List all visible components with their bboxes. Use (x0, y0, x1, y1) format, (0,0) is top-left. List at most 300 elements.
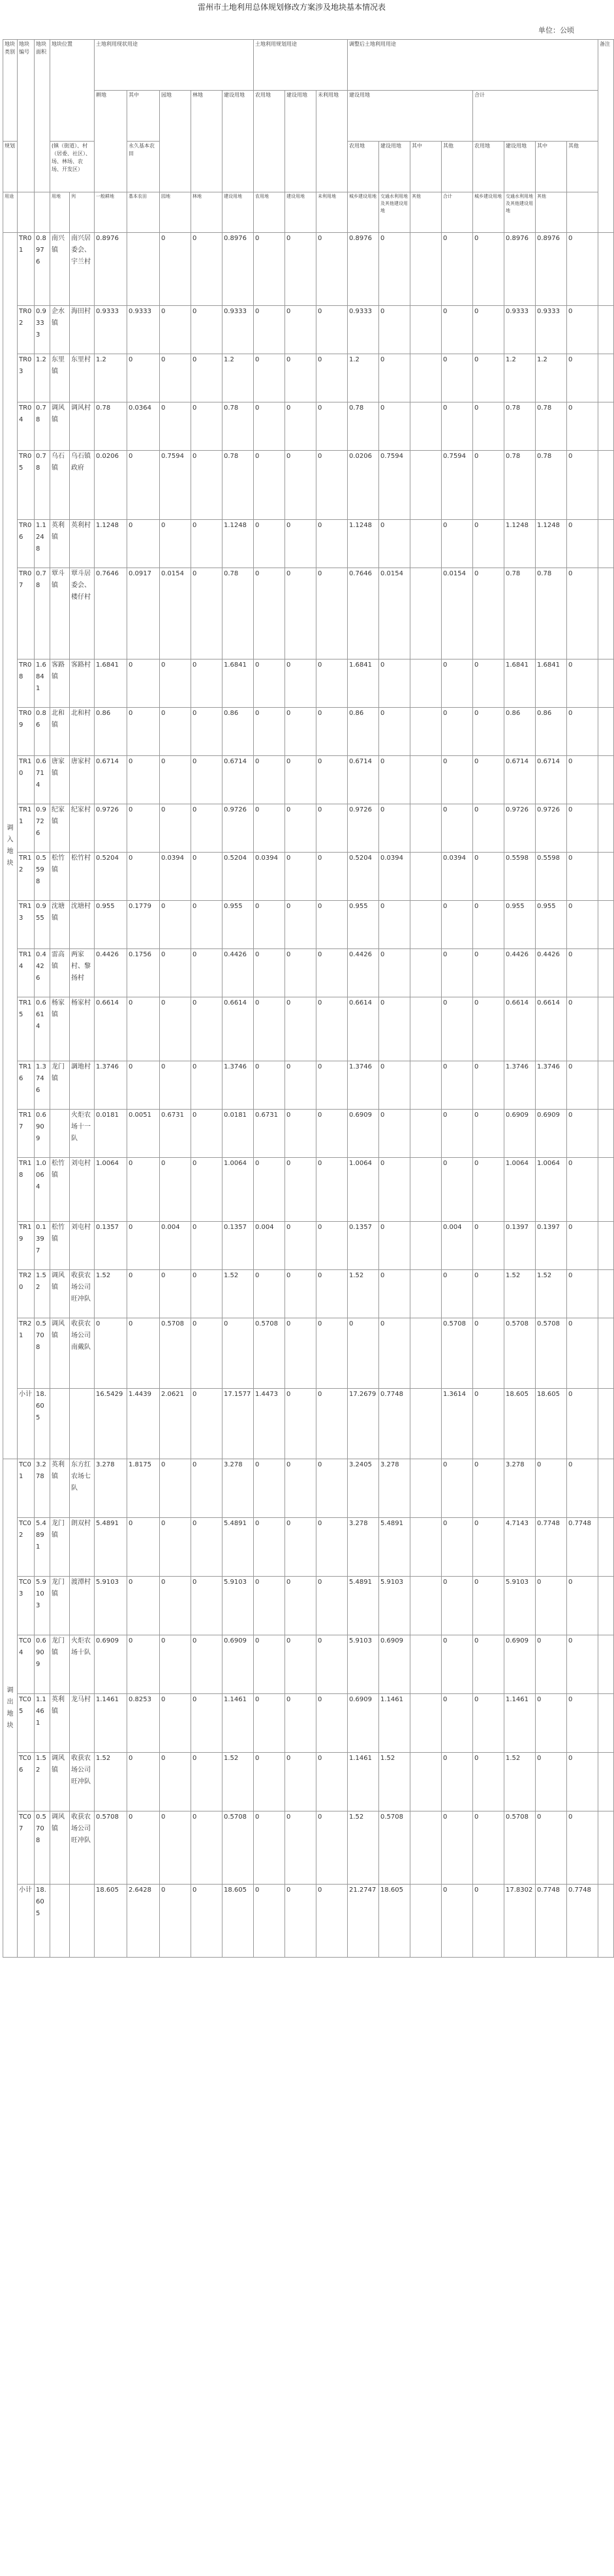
cell-c9: 3.278 (348, 1518, 379, 1577)
cell-village: 英利村 (70, 520, 95, 568)
cell-c10: 3.278 (379, 1459, 410, 1518)
cell-c10: 0 (379, 949, 410, 997)
cell-c8: 0 (316, 1811, 348, 1885)
cell-area: 1.52 (35, 1270, 50, 1318)
cell-area: 1.1248 (35, 520, 50, 568)
cell-c4: 0 (191, 1694, 223, 1753)
cell-c4: 0 (191, 708, 223, 756)
cell-c1: 1.2 (95, 354, 127, 402)
table-row (3, 756, 614, 804)
cell-c14: 1.3746 (504, 1061, 536, 1110)
cell-c11 (410, 1635, 442, 1694)
cell-c3: 0 (160, 756, 191, 804)
cell-c4: 0 (191, 402, 223, 451)
cell-c14: 1.6841 (504, 659, 536, 708)
cell-no: TR14 (18, 949, 35, 997)
cell-c6: 0 (254, 306, 285, 354)
header-village: 列 (70, 192, 95, 233)
cell-c12: 0.5708 (442, 1318, 473, 1389)
cell-c6: 0 (254, 1577, 285, 1635)
cell-c6: 0 (254, 1635, 285, 1694)
table-row (3, 1270, 614, 1318)
cell-c16: 0 (567, 1110, 598, 1158)
cell-c8: 0 (316, 1694, 348, 1753)
cell-c16: 0 (567, 804, 598, 853)
cell-c8: 0 (316, 997, 348, 1061)
cell-c8: 0 (316, 901, 348, 949)
cell-c11 (410, 853, 442, 901)
cell-c10: 0 (379, 1270, 410, 1318)
cell-c2: 0 (127, 1061, 160, 1110)
cell-c15: 0.6714 (536, 756, 567, 804)
cell-c13: 0 (473, 804, 504, 853)
cell-loc: 覃斗镇 (50, 568, 70, 659)
cell-c3: 0 (160, 1061, 191, 1110)
header-garden: 园地 (160, 91, 191, 192)
cell-loc (50, 1110, 70, 1158)
cell-c7: 0 (285, 949, 316, 997)
cell-c7: 0 (285, 1753, 316, 1811)
cell-c8: 0 (316, 1518, 348, 1577)
cell-c4: 0 (191, 1577, 223, 1635)
cell-no: TR20 (18, 1270, 35, 1318)
cell-c1: 5.4891 (95, 1518, 127, 1577)
cell-c9: 0.86 (348, 708, 379, 756)
cell-c17 (598, 1110, 614, 1158)
cell-c17 (598, 1158, 614, 1222)
cell-c7: 0 (285, 306, 316, 354)
cell-c15: 0.78 (536, 402, 567, 451)
cell-c14: 0.5708 (504, 1811, 536, 1885)
cell-c14: 0.6909 (504, 1635, 536, 1694)
cell-c8: 0 (316, 1270, 348, 1318)
cell-c14: 0.5598 (504, 853, 536, 901)
cell-c9: 1.1461 (348, 1753, 379, 1811)
cell-c10: 0 (379, 520, 410, 568)
cell-c8: 0 (316, 1061, 348, 1110)
cell-area: 0.6614 (35, 997, 50, 1061)
cell-no: TR18 (18, 1158, 35, 1222)
cell-c9: 0.6909 (348, 1110, 379, 1158)
cell-c13: 0 (473, 1158, 504, 1222)
cell-c4: 0 (191, 949, 223, 997)
cell-c3: 0 (160, 520, 191, 568)
cell-c12: 0 (442, 233, 473, 306)
cell-c9: 0.955 (348, 901, 379, 949)
cell-c8: 0 (316, 1753, 348, 1811)
cell-c2: 0.1756 (127, 949, 160, 997)
cell-c17 (598, 233, 614, 306)
header-after-adjust: 调整后土地利用用途 (348, 40, 598, 91)
cell-c1: 0.0206 (95, 451, 127, 520)
subtotal-c4: 0 (191, 1885, 223, 1958)
cell-c5: 1.2 (223, 354, 254, 402)
cell-c8: 0 (316, 1222, 348, 1270)
cell-c7: 0 (285, 1222, 316, 1270)
header-current-use: 土地利用现状用途 (95, 40, 254, 91)
header-permanent-basic: 永久基本农田 (127, 142, 160, 192)
table-row (3, 354, 614, 402)
cell-c9: 0.9726 (348, 804, 379, 853)
subtotal-c11 (410, 1389, 442, 1459)
subtotal-c16: 0.7748 (567, 1885, 598, 1958)
cell-c3: 0.6731 (160, 1110, 191, 1158)
cell-c8: 0 (316, 233, 348, 306)
cell-c16: 0 (567, 1158, 598, 1222)
table-row (3, 853, 614, 901)
cell-area: 0.5708 (35, 1318, 50, 1389)
cell-c16: 0 (567, 306, 598, 354)
cell-c3: 0 (160, 1518, 191, 1577)
cell-c15: 1.2 (536, 354, 567, 402)
cell-area: 0.86 (35, 708, 50, 756)
header-location-detail: (镇（街道）、村（居委、社区）、场、林场、农场、开发区） (50, 142, 95, 192)
subtotal-c11 (410, 1885, 442, 1958)
cell-c15: 0 (536, 1459, 567, 1518)
header-c12: 其他 (442, 142, 473, 192)
cell-c17 (598, 402, 614, 451)
header-traffic: 交通水利用地及其他建设用地 (379, 192, 410, 233)
cell-c8: 0 (316, 853, 348, 901)
cell-area: 0.78 (35, 402, 50, 451)
cell-area: 1.2 (35, 354, 50, 402)
cell-c14: 3.278 (504, 1459, 536, 1518)
cell-area: 1.52 (35, 1753, 50, 1811)
cell-village: 火炬农场十一队 (70, 1110, 95, 1158)
cell-c4: 0 (191, 1061, 223, 1110)
cell-c15: 0.955 (536, 901, 567, 949)
cell-c7: 0 (285, 354, 316, 402)
subtotal-c10: 18.605 (379, 1885, 410, 1958)
cell-c2: 0 (127, 1577, 160, 1635)
unit-label: 单位：公顷 (538, 26, 574, 35)
cell-c2: 0 (127, 354, 160, 402)
subtotal-area: 18.605 (35, 1885, 50, 1958)
cell-c9: 5.4891 (348, 1577, 379, 1635)
cell-c13: 0 (473, 1694, 504, 1753)
cell-loc: 北和镇 (50, 708, 70, 756)
header-row-2 (3, 91, 614, 142)
subtotal-c14: 17.8302 (504, 1885, 536, 1958)
cell-c4: 0 (191, 233, 223, 306)
cell-c5: 0.4426 (223, 949, 254, 997)
cell-c2: 0 (127, 1318, 160, 1389)
cell-c16: 0 (567, 901, 598, 949)
cell-c17 (598, 1577, 614, 1635)
cell-c3: 0 (160, 1635, 191, 1694)
cell-c7: 0 (285, 1158, 316, 1222)
cell-c13: 0 (473, 1811, 504, 1885)
cell-c7: 0 (285, 901, 316, 949)
table-row (3, 520, 614, 568)
cell-c10: 0.7594 (379, 451, 410, 520)
cell-c5: 0 (223, 1318, 254, 1389)
cell-village: 收获农场公司南戴队 (70, 1318, 95, 1389)
cell-c8: 0 (316, 402, 348, 451)
cell-c11 (410, 1811, 442, 1885)
cell-c6: 0 (254, 997, 285, 1061)
cell-c12: 0 (442, 1158, 473, 1222)
cell-c1: 0.5204 (95, 853, 127, 901)
cell-c8: 0 (316, 949, 348, 997)
subtotal-c2: 2.6428 (127, 1885, 160, 1958)
cell-c2: 1.8175 (127, 1459, 160, 1518)
cell-no: TC02 (18, 1518, 35, 1577)
cell-c6: 0 (254, 1694, 285, 1753)
cell-village: 东里村 (70, 354, 95, 402)
cell-c4: 0 (191, 1635, 223, 1694)
cell-c14: 5.9103 (504, 1577, 536, 1635)
cell-c13: 0 (473, 1270, 504, 1318)
cell-c13: 0 (473, 708, 504, 756)
cell-c4: 0 (191, 756, 223, 804)
subtotal-c9: 17.2679 (348, 1389, 379, 1459)
cell-c16: 0 (567, 402, 598, 451)
cell-c14: 0.6614 (504, 997, 536, 1061)
cell-c5: 1.52 (223, 1753, 254, 1811)
cell-c17 (598, 659, 614, 708)
cell-village: 收获农场公司旺冲队 (70, 1270, 95, 1318)
cell-c10: 0 (379, 901, 410, 949)
cell-c3: 0.5708 (160, 1318, 191, 1389)
cell-c17 (598, 1061, 614, 1110)
cell-c11 (410, 1270, 442, 1318)
cell-c13: 0 (473, 354, 504, 402)
cell-c4: 0 (191, 1811, 223, 1885)
cell-c17 (598, 1518, 614, 1577)
cell-c15: 1.0064 (536, 1158, 567, 1222)
cell-c4: 0 (191, 354, 223, 402)
cell-c5: 1.1461 (223, 1694, 254, 1753)
cell-c13: 0 (473, 520, 504, 568)
header-c16: 其中 (536, 142, 567, 192)
header-c11: 其中 (410, 142, 442, 192)
cell-c12: 0 (442, 520, 473, 568)
cell-c15: 0.5598 (536, 853, 567, 901)
cell-c4: 0 (191, 804, 223, 853)
cell-c12: 0 (442, 1518, 473, 1577)
cell-c2: 0.0364 (127, 402, 160, 451)
cell-c9: 0.8976 (348, 233, 379, 306)
header-unused-sub: 未利用地 (316, 192, 348, 233)
cell-area: 0.6909 (35, 1635, 50, 1694)
cell-village: 海田村 (70, 306, 95, 354)
cell-c6: 0.004 (254, 1222, 285, 1270)
cell-c2: 0 (127, 1270, 160, 1318)
cell-c11 (410, 804, 442, 853)
cell-c13: 0 (473, 451, 504, 520)
cell-loc: 雷高镇 (50, 949, 70, 997)
cell-c3: 0.0394 (160, 853, 191, 901)
cell-c16: 0 (567, 659, 598, 708)
cell-c10: 0 (379, 659, 410, 708)
header-total-group: 合计 (473, 91, 598, 142)
cell-loc: 唐家镇 (50, 756, 70, 804)
cell-c13: 0 (473, 1061, 504, 1110)
cell-c16: 0 (567, 1635, 598, 1694)
cell-c1: 0.1357 (95, 1222, 127, 1270)
cell-c4: 0 (191, 1270, 223, 1318)
cell-c7: 0 (285, 1270, 316, 1318)
cell-c9: 1.52 (348, 1270, 379, 1318)
cell-c17 (598, 306, 614, 354)
cell-c15: 0.1397 (536, 1222, 567, 1270)
cell-c13: 0 (473, 1753, 504, 1811)
cell-c3: 0 (160, 1158, 191, 1222)
cell-loc: 南兴镇 (50, 233, 70, 306)
cell-c10: 1.1461 (379, 1694, 410, 1753)
cell-c1: 1.1461 (95, 1694, 127, 1753)
cell-c3: 0.7594 (160, 451, 191, 520)
cell-c11 (410, 1694, 442, 1753)
cell-c2: 0 (127, 520, 160, 568)
cell-c12: 0.004 (442, 1222, 473, 1270)
cell-c10: 0 (379, 1158, 410, 1222)
cell-c15: 0.7748 (536, 1518, 567, 1577)
cell-loc: 龙门镇 (50, 1577, 70, 1635)
cell-c17 (598, 708, 614, 756)
cell-c15: 0 (536, 1577, 567, 1635)
header-c10: 建设用地 (379, 142, 410, 192)
cell-c6: 0.5708 (254, 1318, 285, 1389)
cell-village: 南兴居委会、宇兰村 (70, 233, 95, 306)
cell-c14: 1.52 (504, 1270, 536, 1318)
cell-no: TR03 (18, 354, 35, 402)
cell-c16: 0 (567, 949, 598, 997)
subtotal-c8: 0 (316, 1389, 348, 1459)
cell-c5: 1.6841 (223, 659, 254, 708)
header-forest-sub: 林地 (191, 192, 223, 233)
cell-c2: 0 (127, 997, 160, 1061)
cell-c17 (598, 451, 614, 520)
cell-c12: 0.0394 (442, 853, 473, 901)
cell-c15: 0.9726 (536, 804, 567, 853)
cell-c4: 0 (191, 1110, 223, 1158)
header-unused: 未利用地 (316, 91, 348, 192)
table-row (3, 1694, 614, 1753)
cell-loc: 龙门镇 (50, 1061, 70, 1110)
cell-c13: 0 (473, 1577, 504, 1635)
out-subtotal-row (3, 1885, 614, 1958)
header-urban-rural: 城乡建设用地 (348, 192, 379, 233)
cell-c11 (410, 520, 442, 568)
cell-c5: 5.9103 (223, 1577, 254, 1635)
cell-c13: 0 (473, 1518, 504, 1577)
cell-c3: 0 (160, 949, 191, 997)
cell-c5: 0.78 (223, 568, 254, 659)
header-no-blank (18, 192, 35, 233)
header-constrland-sub: 建设用地 (285, 192, 316, 233)
table-row (3, 1753, 614, 1811)
cell-c2: 0.9333 (127, 306, 160, 354)
cell-c11 (410, 901, 442, 949)
cell-c10: 0.5708 (379, 1811, 410, 1885)
cell-area: 0.5598 (35, 853, 50, 901)
header-c15: 建设用地 (504, 142, 536, 192)
cell-c5: 0.78 (223, 402, 254, 451)
cell-no: TR10 (18, 756, 35, 804)
cell-c1: 0.7646 (95, 568, 127, 659)
cell-c14: 1.52 (504, 1753, 536, 1811)
cell-village: 火炬农场十队 (70, 1635, 95, 1694)
cell-c17 (598, 1222, 614, 1270)
table-row (3, 233, 614, 306)
cell-c9: 1.3746 (348, 1061, 379, 1110)
cell-c3: 0 (160, 402, 191, 451)
cell-c10: 0 (379, 1222, 410, 1270)
parcel-table (3, 39, 614, 1958)
cell-c5: 0.0181 (223, 1110, 254, 1158)
cell-loc: 龙门镇 (50, 1635, 70, 1694)
cell-area: 5.9103 (35, 1577, 50, 1635)
table-row (3, 708, 614, 756)
cell-c16: 0 (567, 354, 598, 402)
cell-c6: 0 (254, 233, 285, 306)
cell-c4: 0 (191, 1459, 223, 1518)
cell-c6: 0 (254, 1753, 285, 1811)
cell-village: 刘屯村 (70, 1222, 95, 1270)
cell-c8: 0 (316, 756, 348, 804)
cell-c9: 3.2405 (348, 1459, 379, 1518)
cell-c12: 0.7594 (442, 451, 473, 520)
cell-c2: 0 (127, 1222, 160, 1270)
cell-c16: 0 (567, 1694, 598, 1753)
cell-c12: 0 (442, 1459, 473, 1518)
cell-c8: 0 (316, 708, 348, 756)
cell-c8: 0 (316, 306, 348, 354)
cell-c7: 0 (285, 853, 316, 901)
cell-c8: 0 (316, 520, 348, 568)
subtotal-c1: 16.5429 (95, 1389, 127, 1459)
cell-c6: 0 (254, 1811, 285, 1885)
cell-c1: 0.78 (95, 402, 127, 451)
cell-c2: 0 (127, 804, 160, 853)
subtotal-c17 (598, 1885, 614, 1958)
cell-c5: 1.0064 (223, 1158, 254, 1222)
table-row (3, 1110, 614, 1158)
in-group-label: 调入地块 (3, 233, 18, 1459)
cell-c3: 0 (160, 708, 191, 756)
cell-c9: 0.9333 (348, 306, 379, 354)
cell-c11 (410, 949, 442, 997)
cell-c5: 0.8976 (223, 233, 254, 306)
header-row-4 (3, 192, 614, 233)
cell-c6: 0 (254, 804, 285, 853)
cell-c11 (410, 1158, 442, 1222)
cell-c2: 0 (127, 1518, 160, 1577)
cell-c13: 0 (473, 402, 504, 451)
cell-c7: 0 (285, 1811, 316, 1885)
cell-c2 (127, 233, 160, 306)
header-farm-total: 一般耕地 (95, 192, 127, 233)
cell-c7: 0 (285, 1318, 316, 1389)
cell-c5: 0.955 (223, 901, 254, 949)
cell-village: 收获农场公司旺冲队 (70, 1753, 95, 1811)
cell-loc: 调风镇 (50, 402, 70, 451)
cell-c1: 0.5708 (95, 1811, 127, 1885)
header-construction-group: 建设用地 (348, 91, 473, 142)
subtotal-c3: 0 (160, 1885, 191, 1958)
cell-c1: 0.9726 (95, 804, 127, 853)
cell-c9: 5.9103 (348, 1635, 379, 1694)
subtotal-c12: 0 (442, 1885, 473, 1958)
cell-c2: 0 (127, 451, 160, 520)
header-of-which-1: 其中 (127, 91, 160, 142)
header-location: 地块位置 (50, 40, 95, 142)
cell-c15: 0.6909 (536, 1110, 567, 1158)
cell-c5: 0.9333 (223, 306, 254, 354)
cell-village: 收获农场公司旺冲队 (70, 1811, 95, 1885)
